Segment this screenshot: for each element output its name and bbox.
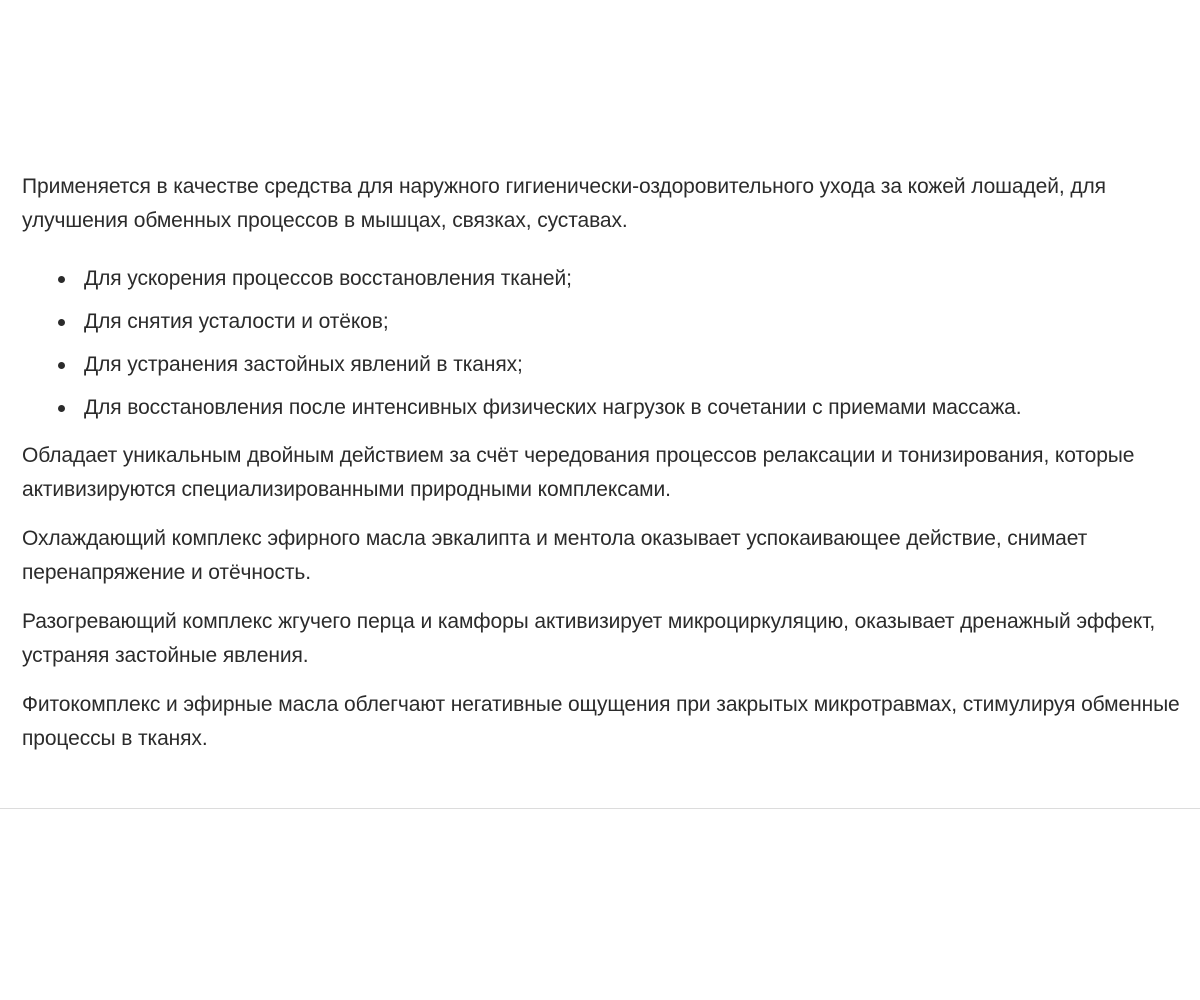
product-description — [22, 170, 1187, 771]
intro-paragraph: Применяется в качестве средства для наружного гигиенически-оздоровительного ухода за кожей лошадей, для улучшения обменных процессов в мышцах, связках, суставах. — [22, 175, 1106, 232]
list-item: Для ускорения процессов восстановления тканей; — [22, 262, 1187, 296]
paragraph-phytocomplex: Фитокомплекс и эфирные масла облегчают негативные ощущения при закрытых микротравмах, стимулируя обменные процессы в тканях. — [22, 693, 1180, 750]
benefits-list — [22, 262, 1187, 425]
list-item: Для устранения застойных явлений в тканях; — [22, 348, 1187, 382]
list-item: Для восстановления после интенсивных физических нагрузок в сочетании с приемами массажа. — [22, 391, 1187, 425]
section-divider — [0, 808, 1200, 809]
paragraph-cooling-complex: Охлаждающий комплекс эфирного масла эвкалипта и ментола оказывает успокаивающее действие, снимает перенапряжение и отёчность. — [22, 527, 1088, 584]
paragraph-dual-action: Обладает уникальным двойным действием за счёт чередования процессов релаксации и тонизирования, которые активизируются специализированными природными комплексами. — [22, 444, 1135, 501]
paragraph-warming-complex: Разогревающий комплекс жгучего перца и камфоры активизирует микроциркуляцию, оказывает дренажный эффект, устраняя застойные явления. — [22, 610, 1156, 667]
list-item: Для снятия усталости и отёков; — [22, 305, 1187, 339]
